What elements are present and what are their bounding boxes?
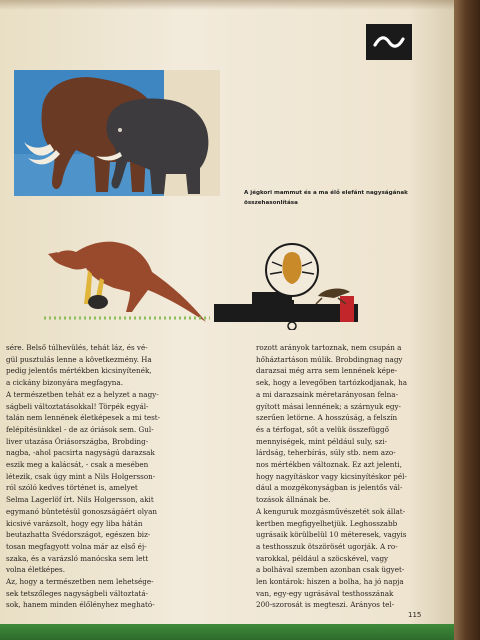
flea-grasshopper-illustration bbox=[212, 240, 358, 330]
kangaroo-illustration bbox=[44, 232, 210, 326]
paragraph: sére. Belső túlhevülés, tehát láz, és vé- gül pusztulás lenne a következmény. Ha pedig jelentős mértékben kicsinyítenék, a cickány bizonyára megfagyna. A természetben tehát ez a helyzet a nagy- ságbeli változtatásokkal! Törpék egyál- talán nem lennének életképesek a mi test- felépítésünkkel - de az óriások sem. Gul- liver utazása Óriásországba, Brobding- nagba, -ahol pacsirta nagyságú darazsak eszik meg a kalácsát, - csak a mesében létezik, csak úgy mint a Nils Holgersson- ról szóló kedves történet is, amelyet Selma Lagerlöf írt. Nils Holgersson, akit egymanó büntetésül gonoszságáért olyan kicsivé varázsolt, hogy egy liba hátán beutazhatta Svédországot, egészen biz- tosan megfagyott volna már az első éj- szaka, és a varázsló manócska sem lett volna életképes. Az, hogy a természetben nem lehetsége- sek tetszőleges nagyságbeli változtatá- sok, hanem minden élőlényhez megható- bbox=[6, 343, 161, 610]
tilde-icon bbox=[366, 24, 412, 60]
paragraph: rozott arányok tartoznak, nem csupán a hőháztartáson múlik. Brobdingnag nagy darazsai még arra sem lennének képe- sek, hogy a levegőben tartózkodjanak, ha a mi darazsaink méretarányosan felna- gyított másai lennének; a szárnyuk egy- szerűen letörne. A hosszúság, a felszín és a térfogat, sőt a velük összefüggő mennyiségek, mint például suly, szi- lárdság, teherbírás, súly stb. nem azo- nos mértékben változnak. Ez azt jelenti, hogy nagyításkor vagy kicsinyítéskor pél- dául a mozgékonyságban is jelentős vál- tozások állnának be. A kenguruk mozgásművészetét sok állat- kertben megfigyelhetjük. Leghosszabb ugrásaik körülbelül 10 méteresek, vagyis a testhosszuk ötszörösét ugorják. A ro- varokkal, például a szöcskével, vagy a bolhával szemben azonban csak ügyet- len kontárok: hiszen a bolha, ha jó napja van, egy-egy ugrásával testhosszának 200-szorosát is megteszi. Arányos tel- bbox=[256, 343, 408, 610]
text-column-right bbox=[256, 342, 420, 611]
text-column-left bbox=[6, 342, 170, 611]
mammoth-elephant-illustration bbox=[14, 70, 220, 196]
figure-caption: A jégkori mammut és a ma élő elefánt nagyságának összehasonlítása bbox=[244, 190, 408, 206]
book-spine-strip bbox=[0, 624, 454, 640]
book-binding bbox=[454, 0, 480, 640]
page-number: 115 bbox=[408, 611, 422, 619]
